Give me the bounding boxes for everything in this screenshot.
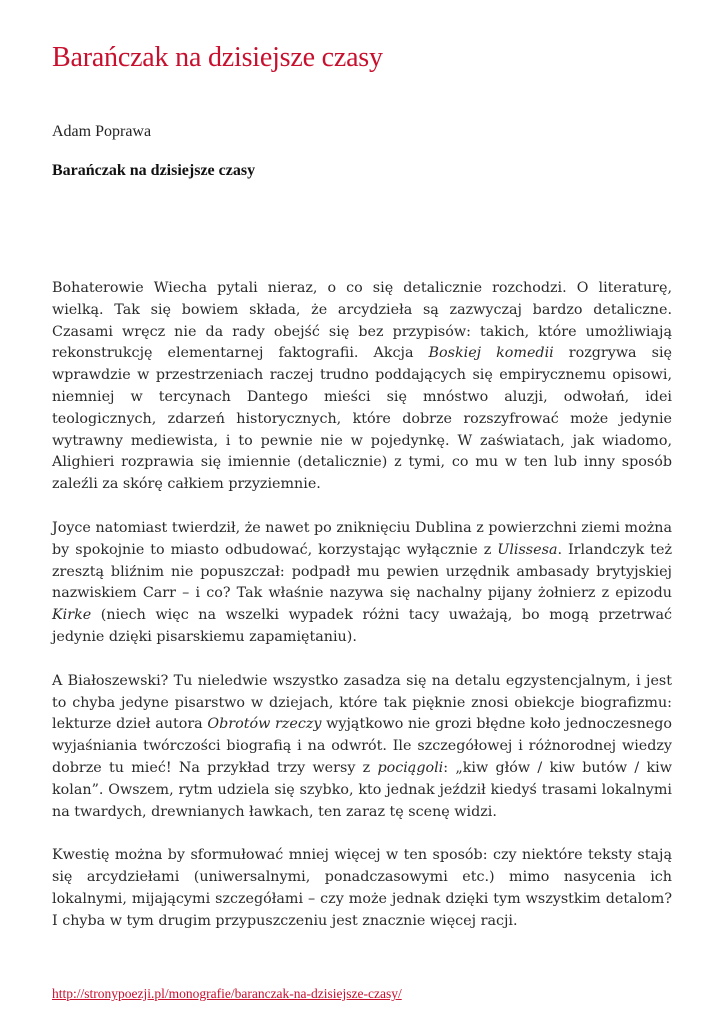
text-run: Kwestię można by sformułować mniej więcej w ten sposób: czy niektóre teksty stają się arcydziełami (uniwersalnymi, ponadczasowymi etc.) mimo nasycenia ich lokalnymi, mijającymi szczegółami – czy może jednak dzięki tym wszystkim detalom? I chyba w tym drugim przypuszczeniu jest znacznie więcej racji.: [52, 847, 672, 929]
article-body: [52, 278, 672, 955]
text-run: (niech więc na wszelki wypadek różni tacy uważają, bo mogą przetrwać jedynie dzięki pisarskiemu zapamiętaniu).: [52, 607, 672, 645]
text-run: A Białoszewski? Tu nieledwie wszystko zasadza się na detalu egzystencjalnym, i jest to chyba jedyne pisarstwo w dziejach, które tak pięknie znosi obiekcje biografizmu: lekturze dzieł autora: [52, 672, 672, 733]
text-run: Bohaterowie Wiecha pytali nieraz, o co się detalicznie rozchodzi. O literaturę, wielką. Tak się bowiem składa, że arcydzieła są zazwyczaj bardzo detaliczne. Czasami wręcz nie da rady obejść się bez przypisów: takich, które umożliwiają rekonstrukcję elementarnej faktografii. Akcja: [52, 280, 672, 362]
page-title: Barańczak na dzisiejsze czasy: [52, 42, 383, 73]
text-run: : „kiw głów / kiw butów / kiw kolan”. Owszem, rytm udziela się szybko, kto jednak jeździł kiedyś trasami lokalnymi na twardych, drewnianych ławkach, ten zaraz tę scenę widzi.: [52, 759, 672, 820]
author-name: Adam Poprawa: [52, 123, 152, 140]
article-paragraph: [52, 518, 672, 649]
article-paragraph: [52, 671, 672, 824]
italic-title: Boskiej komedii: [428, 345, 554, 362]
italic-title: Ulissesa: [497, 541, 558, 558]
source-link[interactable]: http://stronypoezji.pl/monografie/baranczak-na-dzisiejsze-czasy/: [52, 986, 402, 1001]
article-paragraph: [52, 845, 672, 932]
text-run: . Irlandczyk też zresztą bliźnim nie popuszczał: podpadł mu pewien urzędnik ambasady brytyjskiej nazwiskiem Carr – i co? Tak właśnie nazywa się nachalny pijany żołnierz z epizodu: [52, 541, 672, 602]
text-run: wyjątkowo nie grozi błędne koło jednoczesnego wyjaśniania twórczości biografią i na odwrót. Ile szczegółowej i różnorodnej wiedzy dobrze tu mieć! Na przykład trzy wersy z: [52, 716, 672, 776]
italic-title: Kirke: [52, 607, 92, 624]
article-paragraph: [52, 278, 672, 496]
italic-title: pociągoli: [377, 759, 444, 776]
article-subtitle: Barańczak na dzisiejsze czasy: [52, 162, 256, 179]
text-run: rozgrywa się wprawdzie w przestrzeniach raczej trudno poddających się empirycznemu opisowi, niemniej w tercynach Dantego mieści się mnóstwo aluzji, odwołań, idei teologicznych, zdarzeń historycznych, które dobrze rozszyfrować może jedynie wytrawny mediewista, i to pewnie nie w pojedynkę. W zaświatach, jak wiadomo, Alighieri rozprawia się imiennie (detalicznie) z tymi, co mu w ten lub inny sposób zaleźli za skórę całkiem przyziemnie.: [52, 345, 672, 493]
italic-title: Obrotów rzeczy: [207, 716, 322, 733]
text-run: Joyce natomiast twierdził, że nawet po zniknięciu Dublina z powierzchni ziemi można by spokojnie to miasto odbudować, korzystając wyłącznie z: [52, 519, 672, 558]
